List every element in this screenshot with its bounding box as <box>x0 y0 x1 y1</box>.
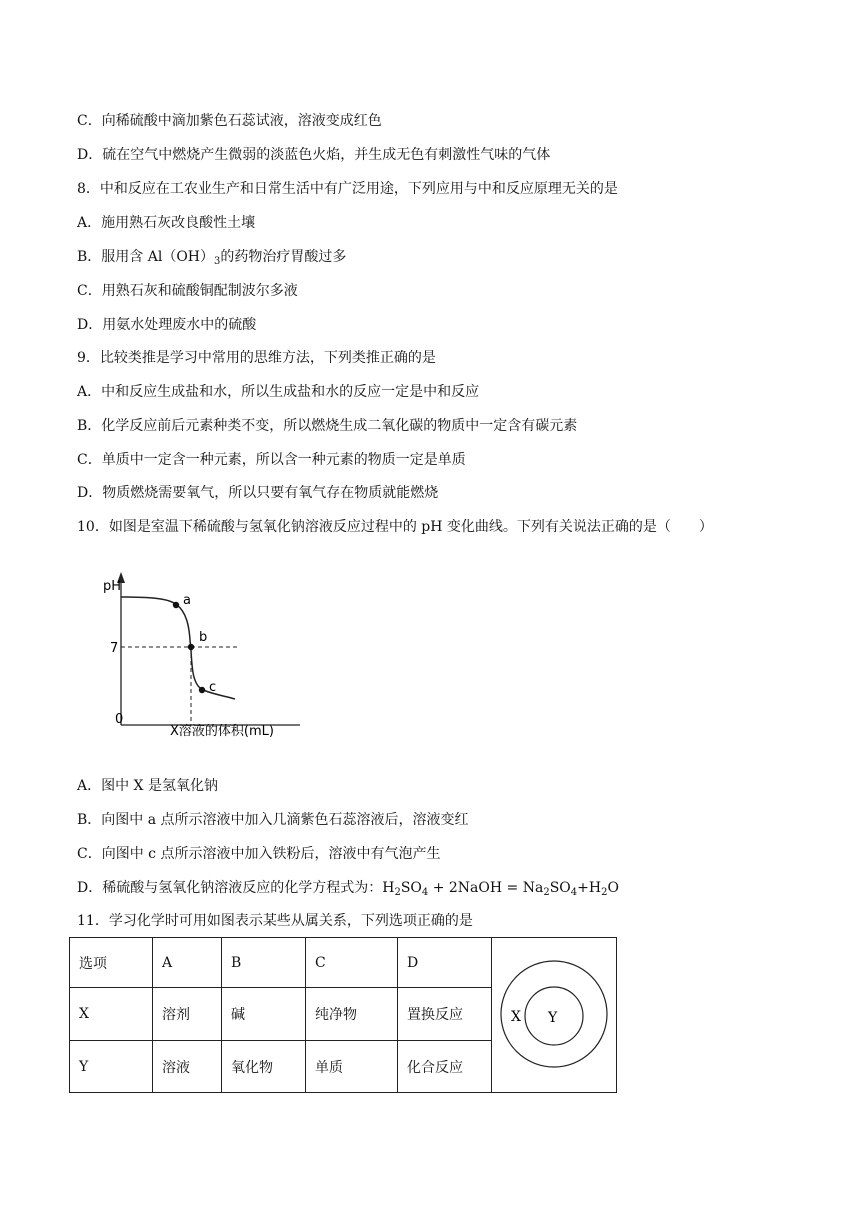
point-b-label: b <box>199 630 208 645</box>
q11-question: 11．学习化学时可用如图表示某些从属关系，下列选项正确的是 <box>77 913 473 929</box>
q8-option-b-text-end: 的药物治疗胃酸过多 <box>220 249 347 265</box>
subscript: 3 <box>214 256 221 267</box>
subscript: 2 <box>601 887 608 898</box>
q7-option-d: D．硫在空气中燃烧产生微弱的淡蓝色火焰，并生成无色有刺激性气味的气体 <box>77 147 551 163</box>
point-a <box>173 602 179 608</box>
classification-table <box>69 937 617 1093</box>
subscript: 2 <box>543 887 550 898</box>
equation-text: D．稀硫酸与氢氧化钠溶液反应的化学方程式为：H <box>77 880 395 896</box>
table-cell: D <box>398 938 492 988</box>
equation-text: +H <box>577 880 602 896</box>
q9-option-b: B．化学反应前后元素种类不变，所以燃烧生成二氧化碳的物质中一定含有碳元素 <box>77 418 578 434</box>
q8-option-d: D．用氨水处理废水中的硫酸 <box>77 317 257 333</box>
equation-text: O <box>607 880 619 896</box>
ph-curve <box>121 597 235 699</box>
q9-option-d: D．物质燃烧需要氧气，所以只要有氧气存在物质就能燃烧 <box>77 485 439 501</box>
point-b <box>188 644 194 650</box>
q10-option-a: A．图中 X 是氢氧化钠 <box>77 778 218 794</box>
q10-question: 10．如图是室温下稀硫酸与氢氧化钠溶液反应过程中的 pH 变化曲线。下列有关说法正确的是（ ） <box>77 519 713 535</box>
subscript: 2 <box>394 887 401 898</box>
q8-option-b-text: B．服用含 Al（OH） <box>77 249 215 265</box>
origin-label: 0 <box>115 712 124 727</box>
q8-option-a: A．施用熟石灰改良酸性土壤 <box>77 215 256 231</box>
q7-option-c: C．向稀硫酸中滴加紫色石蕊试液，溶液变成红色 <box>77 113 382 129</box>
table-row <box>70 938 617 988</box>
table-cell: 化合反应 <box>398 1041 492 1093</box>
table-cell: 纯净物 <box>306 988 398 1041</box>
venn-diagram <box>492 938 616 1088</box>
q9-option-c: C．单质中一定含一种元素，所以含一种元素的物质一定是单质 <box>77 452 466 468</box>
q10-option-b: B．向图中 a 点所示溶液中加入几滴紫色石蕊溶液后，溶液变红 <box>77 812 469 828</box>
q8-question: 8．中和反应在工农业生产和日常生活中有广泛用途，下列应用与中和反应原理无关的是 <box>77 181 618 197</box>
q10-option-c: C．向图中 c 点所示溶液中加入铁粉后，溶液中有气泡产生 <box>77 846 441 862</box>
outer-label: X <box>511 1009 521 1025</box>
table-cell: Y <box>70 1041 153 1093</box>
subscript: 4 <box>421 887 429 898</box>
point-a-label: a <box>183 593 191 608</box>
venn-diagram-cell <box>492 938 617 1093</box>
table-cell: A <box>153 938 222 988</box>
point-c-label: c <box>209 680 217 695</box>
table-cell: 碱 <box>222 988 306 1041</box>
q8-option-b <box>77 248 346 271</box>
subscript: 4 <box>570 887 578 898</box>
table-cell: C <box>306 938 398 988</box>
table-cell: 选项 <box>70 938 153 988</box>
q9-question: 9．比较类推是学习中常用的思维方法，下列类推正确的是 <box>77 350 436 366</box>
inner-label: Y <box>548 1010 558 1026</box>
table-cell: 单质 <box>306 1041 398 1093</box>
table-cell: 氧化物 <box>222 1041 306 1093</box>
table-cell: 置换反应 <box>398 988 492 1041</box>
q9-option-a: A．中和反应生成盐和水，所以生成盐和水的反应一定是中和反应 <box>77 384 480 400</box>
equation-text: + 2NaOH = Na <box>428 880 544 896</box>
x-axis-label: X溶液的体积(mL) <box>170 724 274 739</box>
equation-text: SO <box>400 880 422 896</box>
q10-option-d <box>77 879 619 902</box>
y-axis-label: pH <box>103 579 122 594</box>
table-cell: 溶剂 <box>153 988 222 1041</box>
point-c <box>199 687 205 693</box>
table-cell: X <box>70 988 153 1041</box>
table-cell: B <box>222 938 306 988</box>
q8-option-c: C．用熟石灰和硫酸铜配制波尔多液 <box>77 283 298 299</box>
y-tick-7: 7 <box>110 641 119 656</box>
equation-text: SO <box>549 880 571 896</box>
ph-curve-chart <box>100 570 310 745</box>
table-cell: 溶液 <box>153 1041 222 1093</box>
